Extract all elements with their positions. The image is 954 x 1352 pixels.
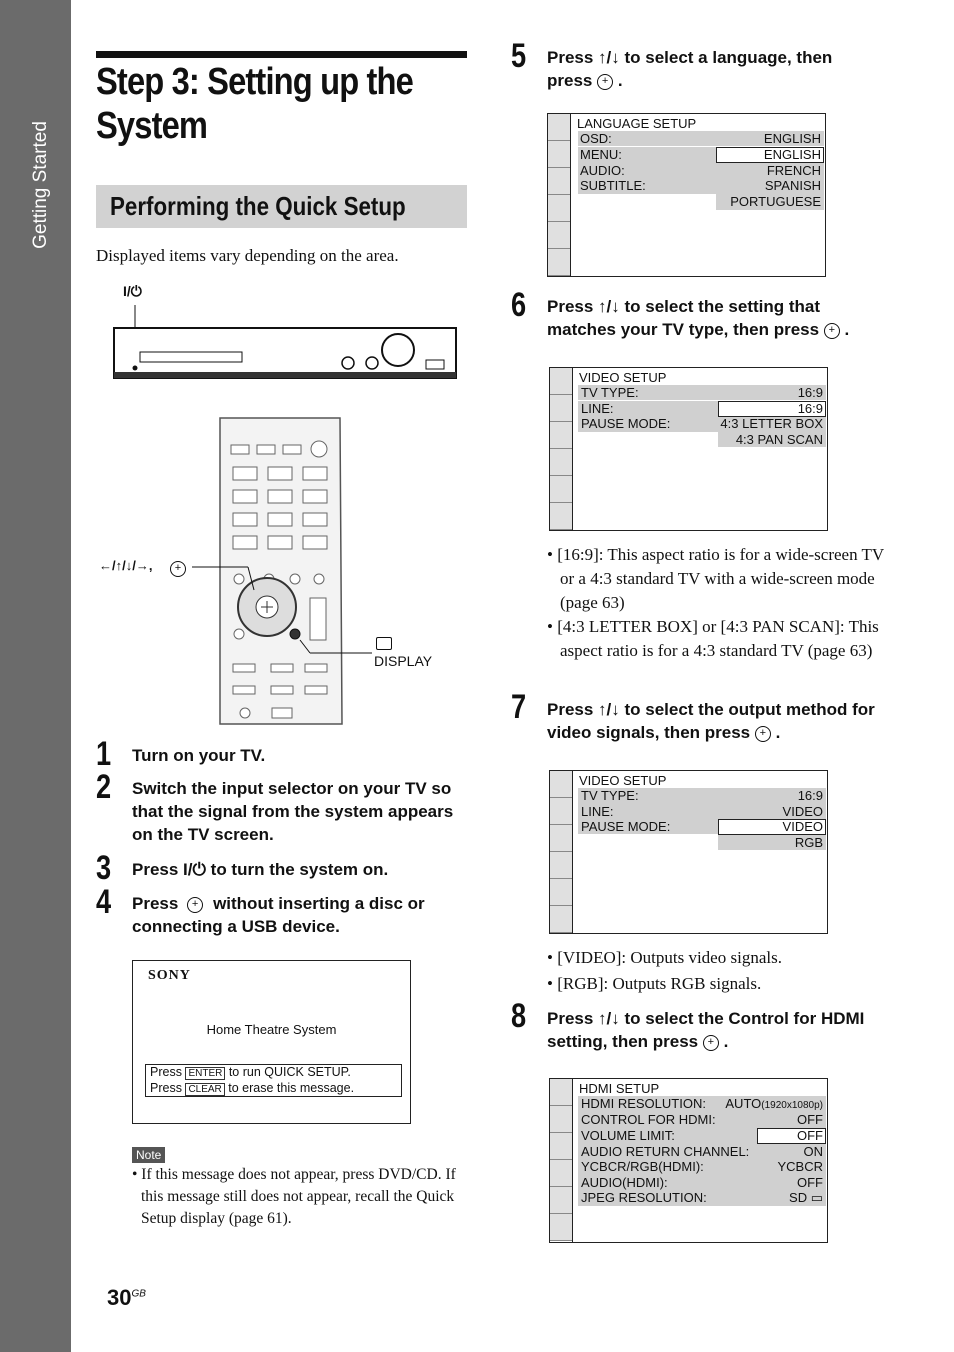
osd-icon-strip	[550, 368, 573, 530]
osd-row	[580, 131, 824, 146]
osd-label: TV TYPE:	[581, 385, 639, 400]
bullet-video: • [VIDEO]: Outputs video signals.	[547, 948, 782, 967]
osd-label: OSD:	[580, 131, 612, 146]
osd-row	[581, 819, 826, 834]
step-6-text: Press ↑/↓ to select the setting that matches your TV type, then press + .	[547, 297, 850, 339]
section-heading-box	[96, 185, 467, 228]
display-icon	[376, 637, 392, 650]
enter-key-label: ENTER	[185, 1067, 225, 1080]
osd-label: HDMI RESOLUTION:	[581, 1096, 706, 1111]
power-label: I/⏻	[123, 283, 142, 299]
step-6-instruction: Press ↑/↓ to select the setting that matches your TV type, then press	[547, 297, 821, 339]
enter-icon: +	[597, 74, 613, 90]
osd-label: LINE:	[581, 804, 614, 819]
step-7-text: Press ↑/↓ to select the output method for video signals, then press + .	[547, 700, 875, 742]
intro-text: Displayed items vary depending on the area.	[96, 246, 399, 265]
osd-value: RGB	[794, 835, 823, 850]
quick-setup-message	[145, 1064, 402, 1097]
osd-value: YCBCR	[777, 1159, 823, 1174]
osd-row	[580, 194, 824, 209]
osd-label: AUDIO:	[580, 163, 625, 178]
osd-row	[581, 416, 826, 431]
step-7-number: 7	[511, 688, 527, 726]
step-2-text: Switch the input selector on your TV so that the signal from the system appears on the TV screen.	[132, 779, 454, 844]
language-setup-screen	[547, 113, 826, 277]
message-text: to run QUICK SETUP.	[228, 1065, 351, 1079]
osd-label: CONTROL FOR HDMI:	[581, 1112, 716, 1127]
osd-value: FRENCH	[766, 163, 821, 178]
section-heading: Performing the Quick Setup	[110, 191, 406, 221]
osd-row	[580, 147, 824, 162]
osd-value: OFF	[797, 1112, 823, 1127]
hdmi-setup-screen	[549, 1078, 828, 1243]
osd-label: AUDIO RETURN CHANNEL:	[581, 1144, 750, 1159]
osd-label: PAUSE MODE:	[581, 819, 671, 834]
osd-value: ENGLISH	[763, 147, 821, 162]
osd-value: 4:3 LETTER BOX	[720, 416, 823, 431]
sony-logo: SONY	[148, 968, 191, 983]
osd-value: VIDEO	[782, 819, 823, 834]
osd-value: PORTUGUESE	[730, 194, 821, 209]
osd-value: SPANISH	[764, 178, 821, 193]
osd-value: OFF	[797, 1175, 823, 1190]
osd-value: VIDEO	[782, 804, 823, 819]
osd-row	[581, 1112, 826, 1127]
video-setup-screen-2	[549, 770, 828, 934]
osd-label: YCBCR/RGB(HDMI):	[581, 1159, 704, 1174]
osd-row	[581, 1159, 826, 1174]
osd-value: 16:9	[797, 401, 823, 416]
step-7-instruction: Press ↑/↓ to select the output method for video signals, then press	[547, 700, 875, 742]
message-text: to erase this message.	[228, 1081, 355, 1095]
osd-row	[581, 432, 826, 447]
bullet-16-9: • [16:9]: This aspect ratio is for a wide-screen TV or a 4:3 standard TV with a wide-screen mode (page 63)	[547, 545, 884, 612]
osd-row	[581, 1144, 826, 1159]
osd-row	[581, 385, 826, 400]
enter-icon: +	[187, 897, 203, 913]
step-6-number: 6	[511, 286, 527, 324]
step-5-text: Press ↑/↓ to select a language, then press + .	[547, 48, 833, 90]
step-8-text: Press ↑/↓ to select the Control for HDMI setting, then press + .	[547, 1009, 865, 1051]
enter-icon: +	[170, 561, 186, 577]
osd-row	[581, 1128, 826, 1143]
osd-value-main: AUTO	[725, 1096, 762, 1111]
osd-row	[581, 401, 826, 416]
osd-title: LANGUAGE SETUP	[577, 116, 697, 131]
enter-icon: +	[703, 1035, 719, 1051]
osd-label: LINE:	[581, 401, 614, 416]
osd-row	[581, 1175, 826, 1190]
arrows-label: ←/↑/↓/→,	[99, 558, 153, 573]
step-4-post: without inserting a disc or connecting a USB device.	[132, 894, 425, 936]
osd-label: JPEG RESOLUTION:	[581, 1190, 707, 1205]
osd-icon-strip	[550, 1079, 573, 1242]
step-8-instruction: Press ↑/↓ to select the Control for HDMI setting, then press	[547, 1009, 865, 1051]
osd-value: 4:3 PAN SCAN	[735, 432, 823, 447]
step-3-text: Press I/⏻ to turn the system on.	[132, 860, 389, 879]
bullet-4-3: • [4:3 LETTER BOX] or [4:3 PAN SCAN]: This aspect ratio is for a 4:3 standard TV (page 63)	[547, 617, 879, 660]
enter-icon: +	[824, 323, 840, 339]
osd-value: 16:9	[797, 788, 823, 803]
osd-title: VIDEO SETUP	[579, 773, 667, 788]
step-5-number: 5	[511, 37, 527, 75]
step-4-number: 4	[96, 883, 112, 921]
osd-label: MENU:	[580, 147, 622, 162]
step-3-number: 3	[96, 849, 112, 887]
osd-label: TV TYPE:	[581, 788, 639, 803]
message-text: Press	[150, 1065, 182, 1079]
page-title: Step 3: Setting up the System	[96, 61, 413, 147]
osd-row	[581, 788, 826, 803]
step-4-pre: Press	[132, 894, 179, 913]
product-name: Home Theatre System	[206, 1022, 337, 1037]
osd-label: VOLUME LIMIT:	[581, 1128, 675, 1143]
osd-row	[581, 804, 826, 819]
osd-label: PAUSE MODE:	[581, 416, 671, 431]
osd-value-sub: (1920x1080p)	[761, 1100, 823, 1111]
osd-row	[580, 163, 824, 178]
osd-title: HDMI SETUP	[579, 1081, 660, 1096]
osd-title: VIDEO SETUP	[579, 370, 667, 385]
osd-row	[580, 178, 824, 193]
osd-value: OFF	[797, 1128, 823, 1143]
page-number-value: 30	[107, 1285, 132, 1310]
osd-value	[725, 1096, 823, 1113]
step-2-number: 2	[96, 768, 112, 806]
note-text: • If this message does not appear, press DVD/CD. If this message still does not appear, recall the Quick Setup display (page 61).	[132, 1166, 456, 1227]
osd-row	[581, 1096, 826, 1111]
osd-label: SUBTITLE:	[580, 178, 646, 193]
osd-value: ON	[803, 1144, 823, 1159]
bullet-rgb: • [RGB]: Outputs RGB signals.	[547, 974, 762, 993]
osd-row	[581, 1190, 826, 1205]
page-suffix: GB	[131, 1288, 146, 1300]
section-label: Getting Started	[30, 121, 51, 249]
step-1-number: 1	[96, 735, 112, 773]
page-number	[107, 1285, 146, 1311]
osd-value: 16:9	[797, 385, 823, 400]
display-label: DISPLAY	[374, 653, 433, 669]
message-text: Press	[150, 1081, 182, 1095]
osd-value: SD ▭	[789, 1190, 823, 1205]
step-5-instruction: Press ↑/↓ to select a language, then press	[547, 48, 833, 90]
clear-key-label: CLEAR	[185, 1083, 224, 1096]
step-1-text: Turn on your TV.	[132, 746, 266, 765]
video-setup-screen-1	[549, 367, 828, 531]
osd-label: AUDIO(HDMI):	[581, 1175, 668, 1190]
osd-value: ENGLISH	[763, 131, 821, 146]
step-8-number: 8	[511, 997, 527, 1035]
enter-icon: +	[755, 726, 771, 742]
osd-icon-strip	[548, 114, 571, 276]
title-rule	[96, 51, 467, 58]
osd-row	[581, 835, 826, 850]
osd-icon-strip	[550, 771, 573, 933]
step-4-text	[132, 892, 472, 938]
quick-setup-screen	[132, 960, 411, 1124]
note-label: Note	[132, 1147, 165, 1163]
